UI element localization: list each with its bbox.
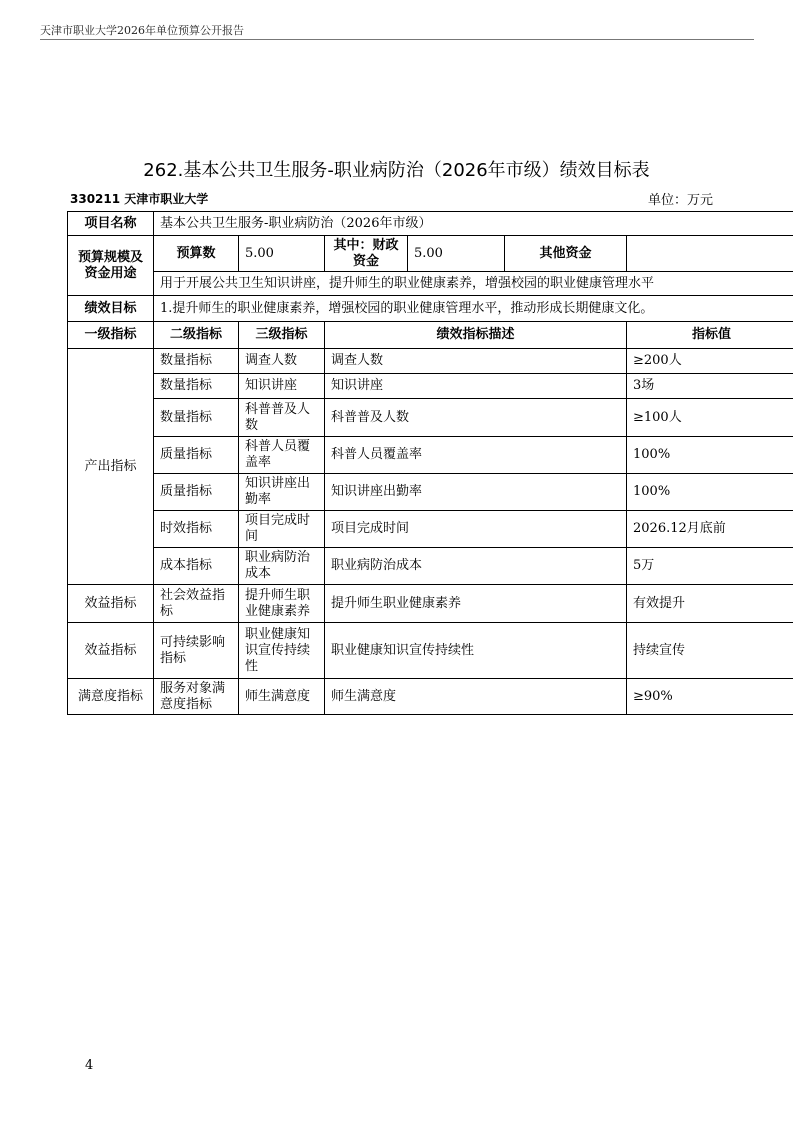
value-cell: ≥100人 <box>627 399 793 437</box>
col-header-level2: 二级指标 <box>154 322 239 349</box>
level2-cell: 质量指标 <box>154 474 239 511</box>
level3-cell: 科普人员覆盖率 <box>239 437 325 474</box>
value-cell: 100% <box>627 437 793 474</box>
table-row <box>68 679 793 715</box>
col-header-description: 绩效指标描述 <box>325 322 627 349</box>
header-divider <box>40 39 754 40</box>
level2-cell: 成本指标 <box>154 548 239 585</box>
value-cell: ≥200人 <box>627 349 793 374</box>
level3-cell: 师生满意度 <box>239 679 325 715</box>
level3-cell: 职业病防治成本 <box>239 548 325 585</box>
group-benefit: 效益指标 <box>68 623 154 679</box>
table-row <box>68 511 793 548</box>
description-cell: 科普普及人数 <box>325 399 627 437</box>
level2-cell: 可持续影响指标 <box>154 623 239 679</box>
goal-label: 绩效目标 <box>68 296 154 322</box>
unit-org: 330211 天津市职业大学 <box>70 192 209 206</box>
fund-usage: 用于开展公共卫生知识讲座，提升师生的职业健康素养，增强校园的职业健康管理水平 <box>154 272 793 296</box>
table-row <box>68 374 793 399</box>
value-cell: 2026.12月底前 <box>627 511 793 548</box>
level3-cell: 调查人数 <box>239 349 325 374</box>
project-name-label: 项目名称 <box>68 212 154 236</box>
description-cell: 职业病防治成本 <box>325 548 627 585</box>
goal-row <box>68 296 793 322</box>
budget-label: 预算数 <box>154 236 239 272</box>
level3-cell: 知识讲座 <box>239 374 325 399</box>
level2-cell: 时效指标 <box>154 511 239 548</box>
col-header-level1: 一级指标 <box>68 322 154 349</box>
table-row <box>68 548 793 585</box>
group-output: 产出指标 <box>68 349 154 585</box>
page-number: 4 <box>85 1058 94 1073</box>
running-header: 天津市职业大学2026年单位预算公开报告 <box>40 24 244 37</box>
description-cell: 师生满意度 <box>325 679 627 715</box>
group-satisfaction: 满意度指标 <box>68 679 154 715</box>
level3-cell: 职业健康知识宣传持续性 <box>239 623 325 679</box>
table-row <box>68 349 793 374</box>
level2-cell: 数量指标 <box>154 349 239 374</box>
level3-cell: 项目完成时间 <box>239 511 325 548</box>
level3-cell: 知识讲座出勤率 <box>239 474 325 511</box>
project-name-value: 基本公共卫生服务-职业病防治（2026年市级） <box>154 212 793 236</box>
level2-cell: 数量指标 <box>154 399 239 437</box>
budget-value: 5.00 <box>239 236 325 272</box>
col-header-level3: 三级指标 <box>239 322 325 349</box>
value-cell: ≥90% <box>627 679 793 715</box>
unit-label: 单位：万元 <box>648 193 714 208</box>
description-cell: 调查人数 <box>325 349 627 374</box>
goal-text: 1.提升师生的职业健康素养，增强校园的职业健康管理水平，推动形成长期健康文化。 <box>154 296 793 322</box>
fiscal-fund-value: 5.00 <box>408 236 505 272</box>
usage-row <box>68 272 793 296</box>
value-cell: 有效提升 <box>627 585 793 623</box>
value-cell: 持续宣传 <box>627 623 793 679</box>
table-row <box>68 623 793 679</box>
value-cell: 5万 <box>627 548 793 585</box>
value-cell: 100% <box>627 474 793 511</box>
level2-cell: 社会效益指标 <box>154 585 239 623</box>
budget-row <box>68 236 793 272</box>
description-cell: 职业健康知识宣传持续性 <box>325 623 627 679</box>
project-name-row <box>68 212 793 236</box>
column-header-row <box>68 322 793 349</box>
table-row <box>68 585 793 623</box>
table-row <box>68 437 793 474</box>
group-benefit: 效益指标 <box>68 585 154 623</box>
level2-cell: 服务对象满意度指标 <box>154 679 239 715</box>
level2-cell: 质量指标 <box>154 437 239 474</box>
col-header-value: 指标值 <box>627 322 793 349</box>
table-row <box>68 474 793 511</box>
other-fund-label: 其他资金 <box>505 236 627 272</box>
description-cell: 知识讲座 <box>325 374 627 399</box>
table-row <box>68 399 793 437</box>
level2-cell: 数量指标 <box>154 374 239 399</box>
level3-cell: 提升师生职业健康素养 <box>239 585 325 623</box>
budget-section-label: 预算规模及资金用途 <box>68 236 154 296</box>
fiscal-fund-label: 其中：财政资金 <box>325 236 408 272</box>
description-cell: 项目完成时间 <box>325 511 627 548</box>
description-cell: 提升师生职业健康素养 <box>325 585 627 623</box>
value-cell: 3场 <box>627 374 793 399</box>
page-title: 262.基本公共卫生服务-职业病防治（2026年市级）绩效目标表 <box>143 160 650 181</box>
description-cell: 科普人员覆盖率 <box>325 437 627 474</box>
level3-cell: 科普普及人数 <box>239 399 325 437</box>
description-cell: 知识讲座出勤率 <box>325 474 627 511</box>
other-fund-value <box>627 236 793 272</box>
performance-table <box>67 211 793 715</box>
